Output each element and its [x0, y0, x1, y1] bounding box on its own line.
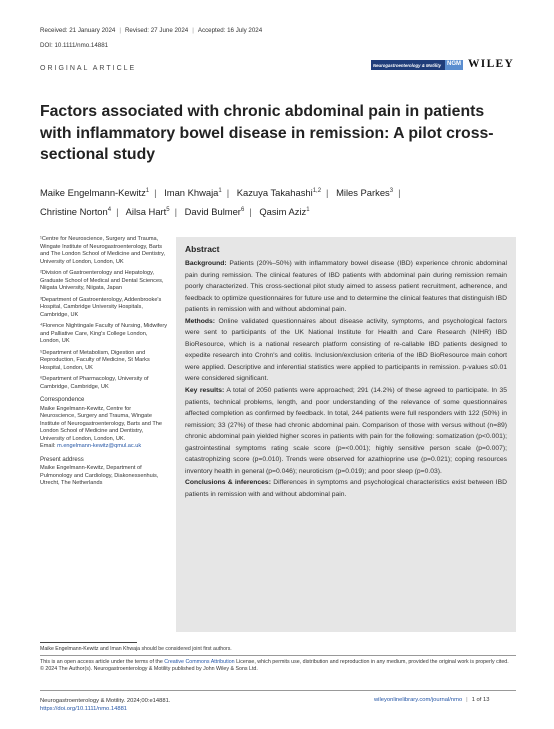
license-divider [40, 655, 516, 656]
footer-doi-link[interactable]: https://doi.org/10.1111/nmo.14881 [40, 706, 128, 712]
author-list: Maike Engelmann-Kewitz$^1$ | Iman Khwaja$^1$ | Kazuya Takahashi$^{1,2}$ | Miles Parkes$^3$ | Christine Norton$^4$ | Ailsa Hart$^5$ | David Bulmer$^6$ | Qasim Aziz$^1$ [40, 187, 401, 217]
author[interactable]: Qasim Aziz$^1$ [259, 205, 310, 217]
present-address-heading: Present address [40, 456, 84, 463]
date-separator: | [119, 27, 121, 34]
accepted-date: Accepted: 16 July 2024 [197, 27, 263, 34]
affiliation: ⁶Department of Pharmacology, University of Cambridge, Cambridge, UK [40, 376, 149, 390]
author[interactable]: Christine Norton$^4$ [40, 205, 112, 217]
affiliation: ⁴Florence Nightingale Faculty of Nursing, Midwifery and Palliative Care, King's College London, London, UK [40, 323, 168, 344]
correspondence-email[interactable]: m.engelmann-kewitz@qmul.ac.uk [57, 443, 142, 449]
license-notice: This is an open access article under the terms of the Creative Commons Attribution License, which permits use, distribution and reproduction in any medium, provided the original work is properly cited. © 2024 The Author(s). Neurogastroenterology & Motility published by John Wiley & Sons Ltd. [40, 659, 509, 673]
author[interactable]: Kazuya Takahashi$^{1,2}$ [236, 187, 322, 198]
abstract-box [176, 237, 516, 632]
submission-dates [40, 27, 262, 34]
received-date: Received: 21 January 2024 [40, 27, 116, 34]
author[interactable]: Iman Khwaja$^1$ [164, 187, 222, 198]
affiliation: ³Department of Gastroenterology, Addenbrooke's Hospital, Cambridge University Hospitals, Cambridge, UK [40, 296, 162, 318]
affiliation: ¹Centre for Neuroscience, Surgery and Trauma, Wingate Institute of Neurogastroenterology, Barts and The London School of Medicine and Dentistry, University of London, London, UK [40, 236, 166, 265]
footnote-divider [40, 642, 137, 643]
abstract-conclusions: Conclusions & inferences: Differences in symptoms and psychological characteristics exist between IBD patients in remission with and without abdominal pain. [185, 479, 507, 498]
article-type: ORIGINAL ARTICLE [40, 65, 137, 72]
footer-citation: Neurogastroenterology & Motility. 2024;00:e14881. https://doi.org/10.1111/nmo.14881 [40, 698, 171, 712]
author[interactable]: Miles Parkes$^3$ [336, 187, 394, 198]
footer-divider [40, 690, 516, 691]
publisher-logo[interactable]: WILEY [468, 58, 515, 70]
affiliation: ⁵Department of Metabolism, Digestion and Reproduction, Faculty of Medicine, St Marks Hospital, London, UK [40, 349, 150, 371]
abstract-background: Background: Patients (20%–50%) with inflammatory bowel disease (IBD) experience chronic abdominal pain during remission. The clinical features of IBD patients with abdominal pain during remission remain poorly characterized. This cross-sectional pilot study aimed to assess patient recruitment, adherence, and feedback to optimize questionnaires for future use and to determine the clinical features that distinguish IBD patients in remission with and without abdominal pain. [185, 260, 507, 314]
license-link[interactable]: Creative Commons Attribution [164, 659, 235, 665]
journal-logo[interactable] [371, 60, 463, 70]
author[interactable]: David Bulmer$^6$ [184, 205, 245, 217]
copyright-line: © 2024 The Author(s). Neurogastroenterology & Motility published by John Wiley & Sons Ltd. [40, 666, 258, 673]
author-footnote: Maike Engelmann-Kewitz and Iman Khwaja should be considered joint first authors. [40, 646, 232, 652]
date-separator: | [192, 27, 194, 34]
journal-url-link[interactable]: wileyonlinelibrary.com/journal/nmo [374, 697, 463, 703]
affiliations-sidebar [40, 236, 168, 488]
author[interactable]: Maike Engelmann-Kewitz$^1$ [40, 187, 150, 198]
correspondence-text: Maike Engelmann-Kewitz, Centre for Neuroscience, Surgery and Trauma, Wingate Institute of Neurogastroenterology, Barts and The London School of Medicine and Dentistry, University of London, London, UK. Email: m.engelmann-kewitz@qmul.ac.uk [40, 405, 162, 449]
article-title: Factors associated with chronic abdominal pain in patients with inflammatory bowel disease in remission: A pilot cross-sectional study [40, 103, 494, 163]
abstract-results: Key results: A total of 2050 patients were approached; 291 (14.2%) of these agreed to participate. In 35 patients, technical problems, length, and poor understanding of the relevance of some questionnaires affected completion as confirmed by feedback. In total, 244 patients were full responders with 122 (50%) in remission; 33 (27%) of these had chronic abdominal pain. Comparison of those with versus without (n=89) chronic abdominal pain yielded higher scores in patients with pain for the following: somatization (p<0.001); gastrointestinal symptoms rating scale score (p=<0.001); highly sensitive person scale (p=0.007); catastrophizing score (p=0.010). Trends were observed for azathioprine use (p=0.021); coping resources inventory health in general (p=0.046); neuroticism (p=0.019); and poor sleep (p=0.03). [185, 387, 507, 475]
present-address-text: Maike Engelmann-Kewitz, Department of Pulmonology and Cardiology, Diakonessenhuis, Utrecht, The Netherlands [40, 465, 159, 486]
journal-logo-badge: NGM [445, 60, 463, 70]
article-doi[interactable]: DOI: 10.1111/nmo.14881 [40, 42, 109, 49]
correspondence-heading: Correspondence [40, 397, 85, 403]
abstract-methods: Methods: Online validated questionnaires about disease activity, symptoms, and psychological factors were sent to participants of the UK National Institute for Health and Care Research (NIHR) IBD BioResource, which is a national research platform consisting of re-callable IBD patients designed to expedite research into Crohn's and colitis. Inclusion/exclusion criteria of the IBD BioResource main cohort were applied. Descriptive and inferential statistics were applied to participants in remission. p-values ≤0.01 were considered significant. [185, 317, 507, 383]
author[interactable]: Ailsa Hart$^5$ [125, 205, 170, 217]
revised-date: Revised: 27 June 2024 [124, 27, 189, 34]
affiliation: ²Division of Gastroenterology and Hepatology, Graduate School of Medical and Dental Sciences, Niigata University, Niigata, Japan [40, 270, 164, 291]
footer-right: wileyonlinelibrary.com/journal/nmo | 1 of 13 [374, 697, 490, 703]
page-number: 1 of 13 [471, 697, 490, 703]
journal-logo-text: Neurogastroenterology & Motility [373, 62, 442, 68]
abstract-heading: Abstract [185, 244, 220, 254]
